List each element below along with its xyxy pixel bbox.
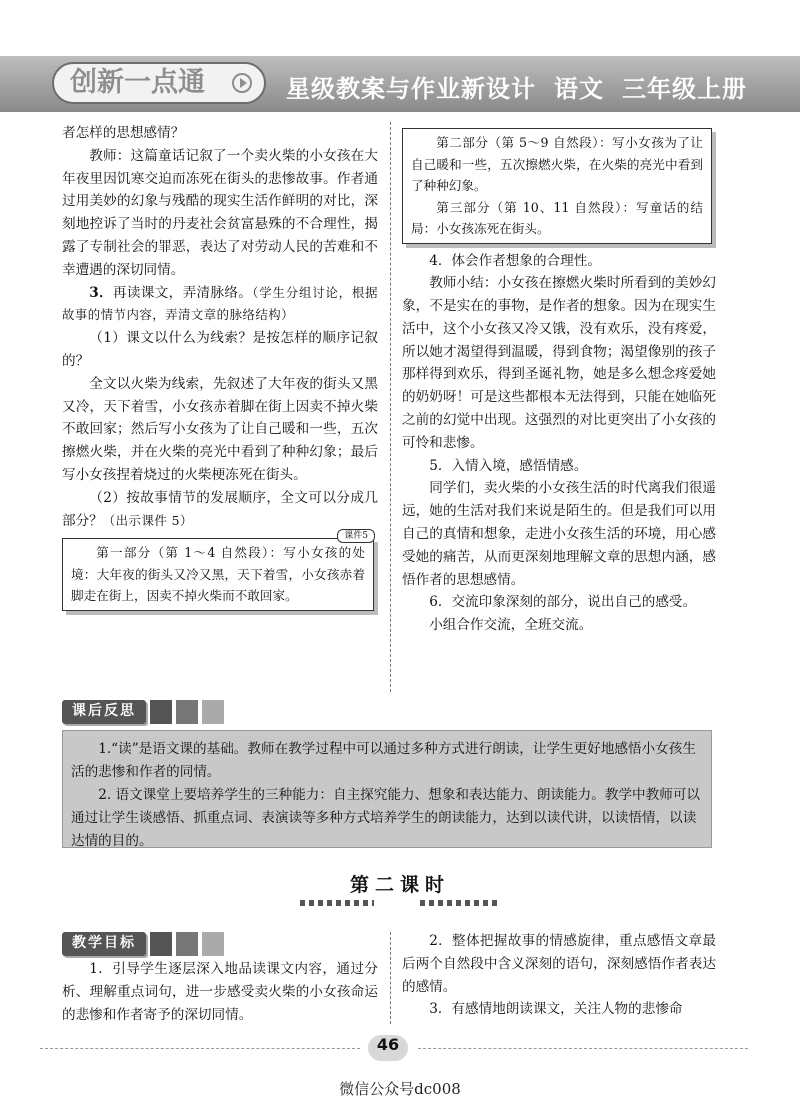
paragraph: 教师：这篇童话记叙了一个卖火柴的小女孩在大年夜里因饥寒交迫而冻死在街头的悲惨故事。作者通过用美妙的幻象与残酷的现实生活作鲜明的对比，深刻地控诉了当时的丹麦社会贫富悬殊的不合理性，揭露了专制社会的罪恶，表达了对劳动人民的苦难和不幸遭遇的深切同情。 <box>62 147 378 278</box>
courseware-text: 第二部分（第 5～9 自然段）：写小女孩为了让自己暖和一些，五次擦燃火柴，在火柴的亮光中看到了种种幻象。 <box>411 135 703 193</box>
reflection-paragraph: 1.“读”是语文课的基础。教师在教学过程中可以通过多种方式进行朗读，让学生更好地感悟小女孩生活的悲惨和作者的同情。 <box>71 741 696 780</box>
reflection-box <box>62 730 712 848</box>
section-label: 课后反思 <box>62 700 146 724</box>
book-title-grade: 三年级上册 <box>622 75 747 103</box>
book-title <box>286 69 765 104</box>
paragraph: 教师小结：小女孩在擦燃火柴时所看到的美妙幻象，不是实在的事物，是作者的想象。因为在现实生活中，这个小女孩又冷又饿，没有欢乐，没有疼爱，所以她才渴望得到温暖，得到食物；渴望像别的孩子那样得到欢乐，得到圣诞礼物，她是多么想念疼爱她的奶奶呀！可是这些都根本无法得到，只能在她临死之前的幻觉中出现。这强烈的对比更突出了小女孩的可怜和悲惨。 <box>402 275 716 451</box>
goal-item: 3．有感情地朗读课文，关注人物的悲惨命 <box>429 1001 683 1018</box>
paragraph: （1）课文以什么为线索？是按怎样的顺序记叙的？ <box>62 330 378 369</box>
courseware-note: （出示课件 5） <box>102 512 193 528</box>
decor-dotline <box>300 900 374 906</box>
decor-square <box>202 932 224 956</box>
brand-text: 创新一点通 <box>70 67 205 98</box>
courseware-text: 第三部分（第 10、11 自然段）：写童话的结局：小女孩冻死在街头。 <box>411 199 703 236</box>
column-divider <box>390 932 391 1024</box>
goals-left <box>62 958 378 1026</box>
footer-rule <box>418 1048 748 1049</box>
decor-square <box>176 932 198 956</box>
section-label: 教学目标 <box>62 932 146 956</box>
page-number: 46 <box>368 1035 408 1061</box>
paragraph: 全文以火柴为线索，先叙述了大年夜的街头又黑又冷，天下着雪，小女孩赤着脚在街上因卖不掉火柴不敢回家；然后写小女孩为了让自己暖和一些，五次擦燃火柴，并在火柴的亮光中看到了种种幻象；最后写小女孩捏着烧过的火柴梗冻死在街头。 <box>62 375 378 483</box>
column-divider <box>390 122 391 692</box>
left-column <box>62 122 378 617</box>
courseware-box <box>402 128 712 244</box>
goal-item: 2．整体把握故事的情感旋律，重点感悟文章最后两个自然段中含义深刻的语句，深刻感悟作者表达的感情。 <box>402 933 716 995</box>
right-column <box>402 128 716 637</box>
reflection-paragraph: 2. 语文课堂上要培养学生的三种能力：自主探究能力、想象和表达能力、朗读能力。教学中教师可以通过让学生谈感悟、抓重点词、表演读等多种方式培养学生的朗读能力，达到以读代讲，以读悟情，以读达情的目的。 <box>71 787 701 849</box>
courseware-box <box>62 531 374 611</box>
decor-square <box>202 700 224 724</box>
lesson-title: 第二课时 <box>349 874 450 896</box>
step-heading: 4．体会作者想象的合理性。 <box>429 252 601 269</box>
page-header <box>0 56 800 112</box>
decor-square <box>176 700 198 724</box>
paragraph: 者怎样的思想感情？ <box>62 125 185 141</box>
courseware-text: 第一部分（第 1～4 自然段）：写小女孩的处境：大年夜的街头又冷又黑，天下着雪，小女孩赤着脚走在街上，因卖不掉火柴而不敢回家。 <box>71 545 365 604</box>
decor-dotline <box>420 900 500 906</box>
section-tag-reflection <box>62 700 224 724</box>
watermark-text: 微信公众号dc008 <box>339 1080 461 1098</box>
paragraph <box>62 282 378 328</box>
goal-item: 1．引导学生逐层深入地品读课文内容，通过分析、理解重点词句，进一步感受卖火柴的小女孩命运的悲惨和作者寄予的深切同情。 <box>62 961 378 1023</box>
decor-square <box>150 700 172 724</box>
brand-badge <box>52 62 266 104</box>
step-number: 3． <box>89 284 113 301</box>
goals-right <box>402 930 716 1021</box>
step-title: 再读课文，弄清脉络。 <box>112 284 253 301</box>
play-icon <box>232 73 252 93</box>
section-tag-goals <box>62 932 224 956</box>
step-heading: 6．交流印象深刻的部分，说出自己的感受。 <box>429 594 697 611</box>
paragraph <box>62 487 378 533</box>
courseware-tag: 课件5 <box>337 529 375 543</box>
paragraph: 小组合作交流，全班交流。 <box>429 617 593 634</box>
decor-square <box>150 932 172 956</box>
paragraph: 同学们，卖火柴的小女孩生活的时代离我们很遥远，她的生活对我们来说是陌生的。但是我们可以用自己的真情和想象，走进小女孩生活的环境，用心感受她的痛苦，从而更深刻地理解文章的思想内涵，感悟作者的思想感情。 <box>402 480 716 588</box>
question-text: （2）按故事情节的发展顺序，全文可以分成几部分？ <box>62 489 378 529</box>
book-title-subject: 语文 <box>554 75 604 103</box>
step-note: （学生分组讨论，根据故事的情节内容，弄清文章的脉络结构） <box>62 284 378 323</box>
book-title-main: 星级教案与作业新设计 <box>286 75 536 103</box>
step-heading: 5．入情入境，感悟情感。 <box>429 457 588 474</box>
footer-rule <box>40 1048 360 1049</box>
